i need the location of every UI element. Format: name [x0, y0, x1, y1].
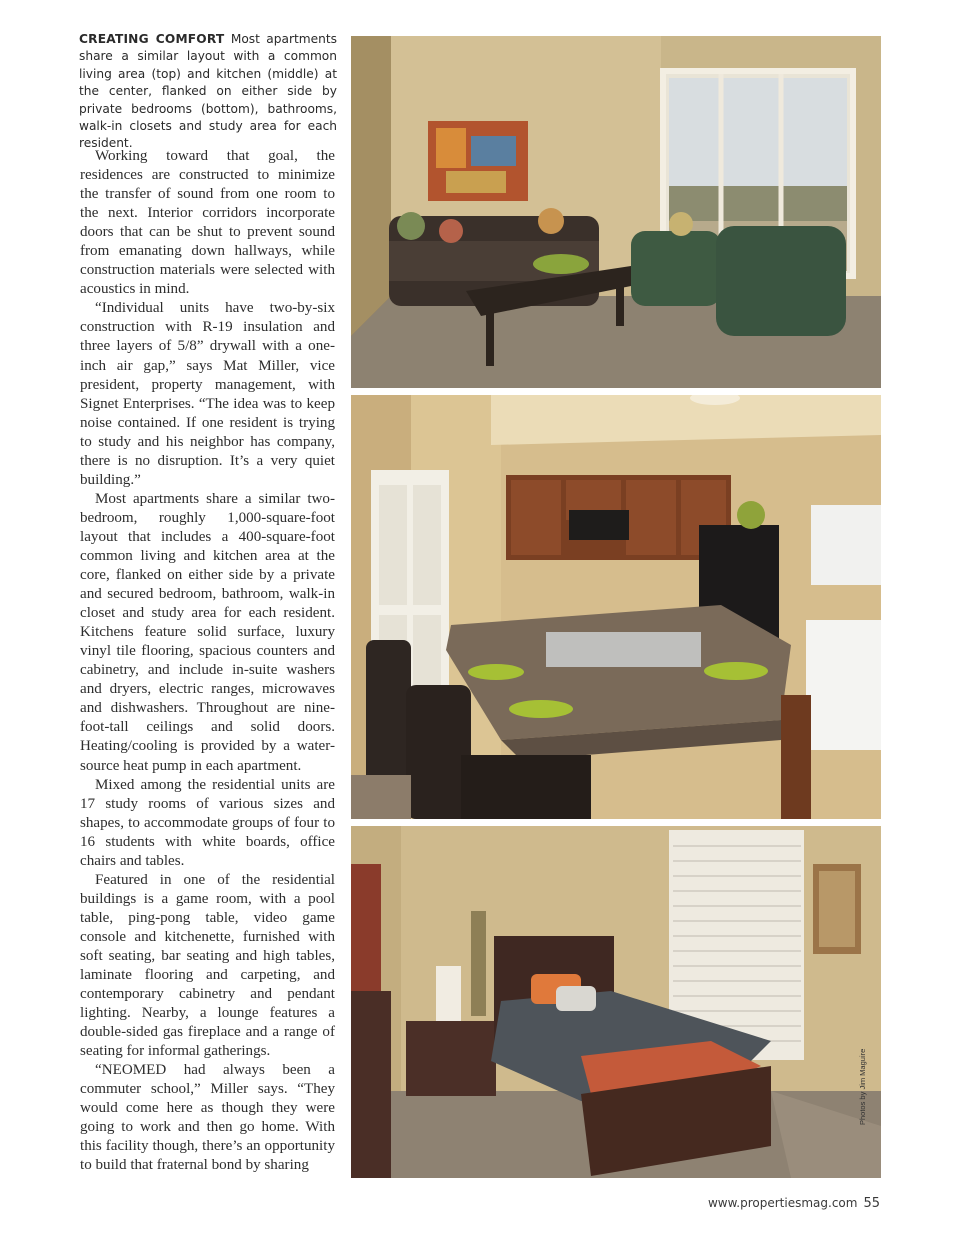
- page-footer: [708, 1196, 880, 1211]
- body-paragraph: Most apartments share a similar two-bedroom, roughly 1,000-square-foot layout that includes a 400-square-foot common living and kitchen area at the core, flanked on either side by a private and secured bedroom, bathroom, walk-in closet and study area for each resident. Kitchens feature solid surface, luxury vinyl tile flooring, spacious counters and cabinetry, and include in-suite washers and dryers, electric ranges, microwaves and dishwashers. Throughout are nine-foot-tall ceilings and solid doors. Heating/cooling is provided by a water-source heat pump in each apartment.: [80, 490, 335, 774]
- caption-lead: CREATING COMFORT: [79, 32, 225, 46]
- body-paragraph: “Individual units have two-by-six construction with R-19 insulation and three layers of 5/8” drywall with a one-inch air gap,” says Mat Miller, vice president, property management, with Signet Enterprises. “The idea was to keep noise contained. If one resident is trying to study and his neighbor has company, there is no disruption. It’s a very quiet building.”: [80, 300, 335, 488]
- caption-text: Most apartments share a similar layout with a common living area (top) and kitchen (middle) at the center, flanked on either side by private bedrooms (bottom), bathrooms, walk-in closets and study area for each resident.: [79, 32, 337, 151]
- kitchen-photo: [351, 395, 881, 819]
- footer-url: www.propertiesmag.com: [707, 1196, 858, 1210]
- body-paragraph: Mixed among the residential units are 17 study rooms of various sizes and shapes, to accommodate groups of four to 16 students with white boards, office chairs and tables.: [80, 776, 335, 869]
- body-paragraph: “NEOMED had always been a commuter school,” Miller says. “They would come here as though they were going to work and then go home. With this facility though, there’s an opportunity to build that fraternal bond by sharing: [80, 1062, 335, 1174]
- article-body: [80, 147, 335, 1176]
- living-room-photo: [351, 36, 881, 388]
- body-paragraph: Working toward that goal, the residences are constructed to minimize the transfer of sound from one room to the next. Interior corridors incorporate doors that can be shut to prevent sound from emanating down hallways, while construction materials were selected with acoustics in mind.: [80, 148, 335, 298]
- bedroom-photo: [351, 826, 881, 1178]
- body-paragraph: Featured in one of the residential buildings is a game room, with a pool table, ping-pong table, video game console and kitchenette, furnished with soft seating, bar seating and high tables, laminate flooring and carpeting, and contemporary cabinetry and pendant lighting. Nearby, a lounge features a double-sided gas fireplace and a range of seating for informal gatherings.: [80, 871, 335, 1060]
- photo-caption: [79, 31, 337, 153]
- page-number: 55: [863, 1196, 880, 1211]
- photo-credit: Photos by Jim Maguire: [858, 1048, 867, 1125]
